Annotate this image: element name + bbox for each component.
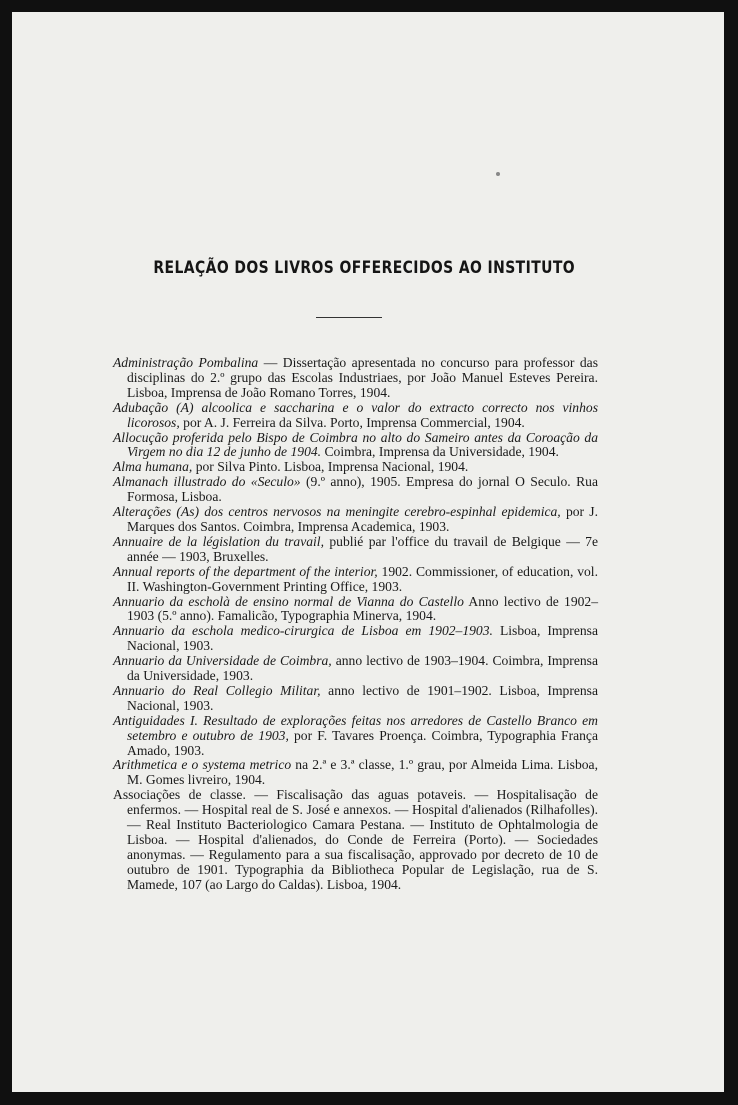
list-item — [113, 624, 598, 654]
entry-title: Adubação (A) alcoolica e saccharina e o valor do extracto correcto nos vinhos licorosos, — [113, 399, 598, 430]
entry-title: Annuario da Universidade de Coimbra, — [113, 653, 332, 669]
list-item — [113, 758, 598, 788]
list-item — [113, 505, 598, 535]
list-item — [113, 565, 598, 595]
list-item — [113, 654, 598, 684]
list-item — [113, 460, 598, 475]
entry-title: Arithmetica e o systema metrico — [113, 757, 292, 773]
entry-details: por F. Tavares Proença. Coimbra, Typographia França Amado, 1903. — [127, 727, 598, 758]
entry-title: Allocução proferida pelo Bispo de Coimbra no alto do Sameiro antes da Coroação da Virgem no dia 12 de junho de 1904. — [113, 429, 598, 460]
entry-title: Annuario da escholà de ensino normal de Vianna do Castello — [113, 593, 464, 609]
list-item — [113, 788, 598, 892]
book-list — [113, 356, 598, 893]
entry-title: Almanach illustrado do «Seculo» — [113, 474, 301, 490]
entry-details: Anno lectivo de 1902–1903 (5.º anno). Famalicão, Typographia Minerva, 1904. — [127, 593, 599, 624]
entry-details: por Silva Pinto. Lisboa, Imprensa Nacional, 1904. — [192, 459, 469, 475]
entry-title: Annuario do Real Collegio Militar, — [113, 682, 321, 698]
list-item — [113, 595, 598, 625]
entry-title: Alma humana, — [113, 459, 193, 475]
entry-details: Lisboa, Imprensa Nacional, 1903. — [127, 623, 598, 654]
title-divider — [316, 317, 382, 318]
entry-title: Administração Pombalina — [113, 355, 259, 370]
list-item — [113, 356, 598, 401]
entry-title: Annual reports of the department of the interior, — [113, 563, 378, 579]
entry-title: Annuaire de la législation du travail, — [113, 533, 324, 549]
entry-details: por J. Marques dos Santos. Coimbra, Imprensa Academica, 1903. — [127, 504, 598, 534]
page-title: RELAÇÃO DOS LIVROS OFFERECIDOS AO INSTITUTO — [153, 258, 576, 278]
list-item — [113, 401, 598, 431]
entry-details: Associações de classe. — Fiscalisação das aguas potaveis. — Hospitalisação de enfermos. — Hospital real de S. José e annexos. — Hospital d'alienados (Rilhafolles). — Real Instituto Bacteriologico Camara Pestana. — Instituto de Ophtalmologia de Lisboa. — Hospital d'alienados, do Conde de Ferreira (Porto). — Sociedades anonymas. — Regulamento para a sua fiscalisação, approvado por decreto de 10 de outubro de 1901. Typographia da Bibliotheca Popular de Legislação, rua de S. Mamede, 107 (ao Largo do Caldas). Lisboa, 1904. — [113, 787, 598, 892]
list-item — [113, 535, 598, 565]
entry-details: anno lectivo de 1901–1902. Lisboa, Imprensa Nacional, 1903. — [127, 682, 599, 713]
entry-details: (9.º anno), 1905. Empresa do jornal O Seculo. Rua Formosa, Lisboa. — [127, 474, 598, 505]
entry-details: Coimbra, Imprensa da Universidade, 1904. — [321, 444, 559, 460]
entry-details: anno lectivo de 1903–1904. Coimbra, Imprensa da Universidade, 1903. — [127, 653, 598, 684]
list-item — [113, 714, 598, 759]
print-speck — [496, 172, 500, 176]
entry-details: publié par l'office du travail de Belgique — 7e année — 1903, Bruxelles. — [127, 533, 598, 564]
entry-title: Antiguidades I. Resultado de explorações feitas nos arredores de Castello Branco em setembro e outubro de 1903, — [113, 712, 598, 743]
entry-details: 1902. Commissioner, of education, vol. II. Washington-Government Printing Office, 1903. — [127, 563, 598, 594]
entry-details: por A. J. Ferreira da Silva. Porto, Imprensa Commercial, 1904. — [179, 414, 525, 430]
entry-title: Annuario da eschola medico-cirurgica de Lisboa em 1902–1903. — [113, 623, 493, 639]
list-item — [113, 475, 598, 505]
list-item — [113, 431, 598, 461]
list-item — [113, 684, 598, 714]
entry-title: Alterações (As) dos centros nervosos na meningite cerebro-espinhal epidemica, — [113, 504, 561, 520]
entry-details: — Dissertação apresentada no concurso para professor das disciplinas do 2.º grupo das Escolas Industriaes, por João Manuel Esteves Pereira. Lisboa, Imprensa de João Romano Torres, 1904. — [127, 355, 599, 400]
entry-details: na 2.ª e 3.ª classe, 1.º grau, por Almeida Lima. Lisboa, M. Gomes livreiro, 1904. — [127, 757, 598, 788]
document-page — [12, 12, 724, 1092]
